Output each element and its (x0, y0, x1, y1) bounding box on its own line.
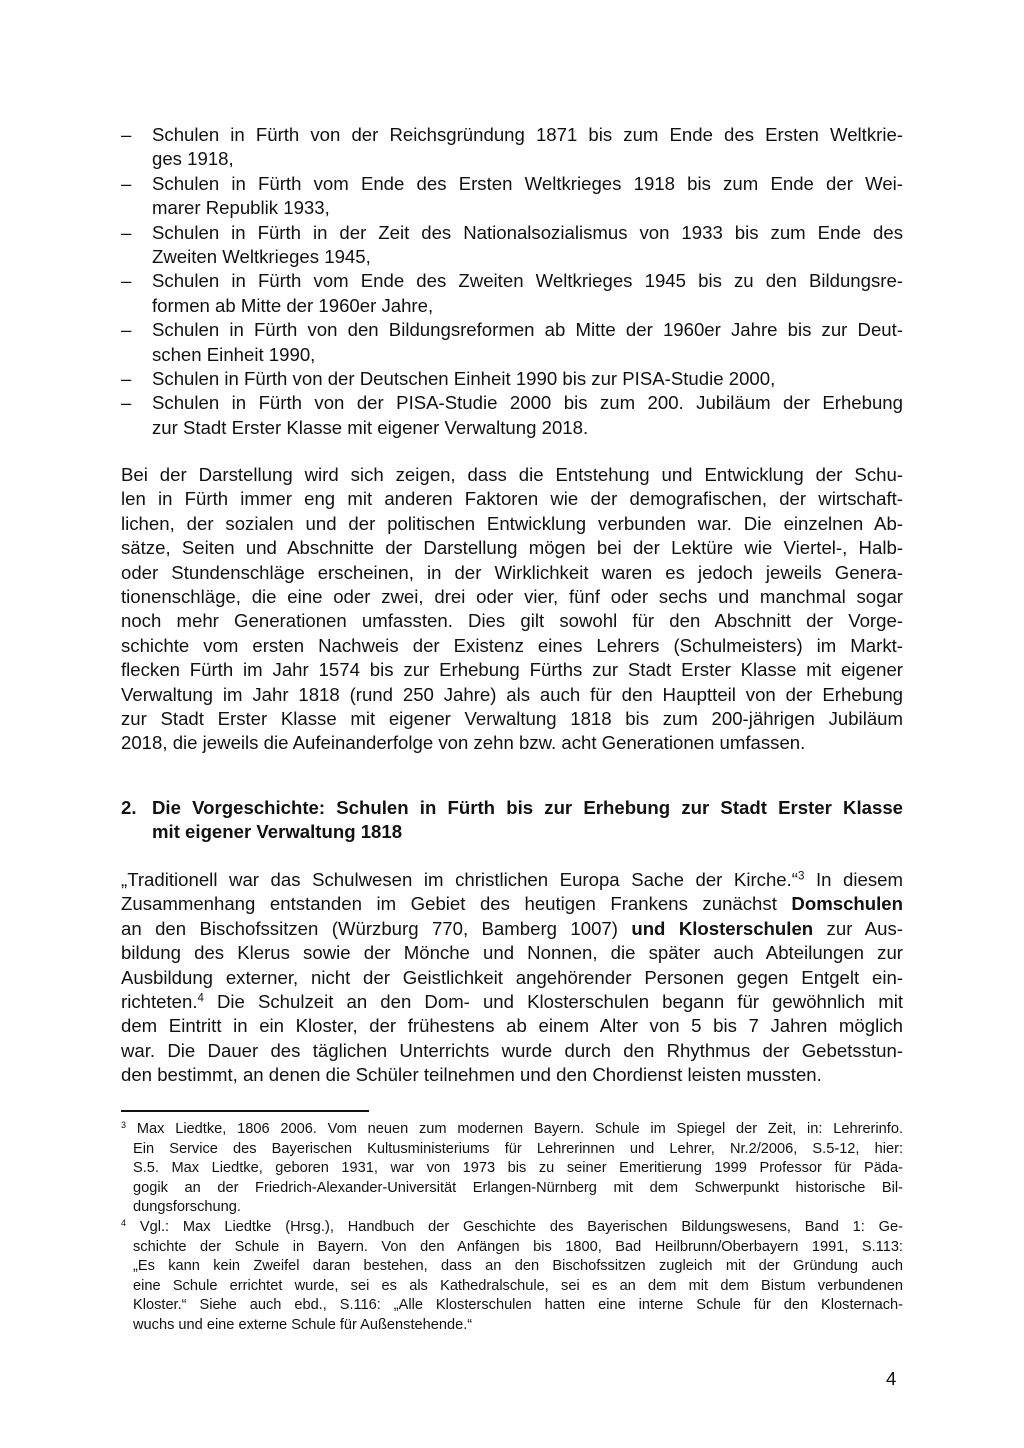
dash-bullet: – (121, 392, 132, 414)
footnote-ref: 4 (197, 992, 204, 1005)
footnote-text: Vgl.: Max Liedtke (Hrsg.), Handbuch der Geschichte des Bayerischen Bildungswesens, Band 1: Ge- (139, 1218, 903, 1235)
text-line: zur Stadt Erster Klasse mit eigener Verwaltung 1818 bis zum 200-jährigen Jubiläum (121, 707, 903, 729)
text-segment: richteten. (121, 990, 198, 1012)
text-line (121, 1039, 903, 1063)
footnote-ref: 3 (798, 870, 805, 883)
footnote (121, 1120, 903, 1218)
dash-bullet: – (121, 270, 132, 292)
footnote-line (121, 1198, 903, 1218)
footnote-text: gogik an der Friedrich-Alexander-Universität Erlangen-Nürnberg mit dem Schwerpunkt historische Bil- (133, 1179, 903, 1196)
list-item-line: marer Republik 1933, (152, 197, 330, 219)
text-line (121, 941, 903, 965)
dash-bullet: – (121, 124, 132, 145)
list-item-line: Schulen in Fürth von den Bildungsreformen ab Mitte der 1960er Jahre bis zur Deut- (152, 319, 903, 341)
footnote-text: wuchs und eine externe Schule für Außenstehende.“ (133, 1316, 473, 1333)
footnote-separator (121, 1110, 369, 1112)
section-heading (121, 796, 903, 845)
list-item-line: Schulen in Fürth von der PISA-Studie 2000 bis zum 200. Jubiläum der Erhebung (152, 392, 903, 414)
list-item (121, 269, 903, 318)
text-line (121, 868, 903, 892)
text-segment: war. Die Dauer des täglichen Unterrichts wurde durch den Rhythmus der Gebetsstun- (121, 1039, 903, 1061)
footnote (121, 1218, 903, 1336)
dash-bullet: – (121, 367, 132, 389)
list-item (121, 221, 903, 270)
text-line: Verwaltung im Jahr 1818 (rund 250 Jahre) als auch für den Hauptteil von der Erhebung (121, 683, 903, 705)
footnote-text: schichte der Schule in Bayern. Von den Anfängen bis 1800, Bad Heilbrunn/Oberbayern 1991, S.113: (133, 1238, 903, 1255)
text-segment: den bestimmt, an denen die Schüler teilnehmen und den Chordienst leisten mussten. (121, 1064, 822, 1086)
footnote-text: dungsforschung. (133, 1199, 241, 1216)
list-item-line: Schulen in Fürth vom Ende des Ersten Weltkrieges 1918 bis zum Ende der Wei- (152, 172, 903, 194)
text-segment: dem Eintritt in ein Kloster, der frühestens ab einem Alter von 5 bis 7 Jahren möglich (121, 1015, 903, 1037)
text-segment: an den Bischofssitzen (Würzburg 770, Bamberg 1007) (121, 917, 632, 939)
list-item (121, 123, 903, 172)
list-item (121, 367, 903, 391)
section-number: 2. (121, 797, 137, 818)
heading-line: Die Vorgeschichte: Schulen in Fürth bis zur Erhebung zur Stadt Erster Klasse (152, 797, 903, 818)
section-title (121, 796, 903, 845)
dash-bullet: – (121, 172, 132, 194)
text-line: flecken Fürth im Jahr 1574 bis zur Erhebung Fürths zur Stadt Erster Klasse mit eigener (121, 659, 903, 681)
footnote-text: Kloster.“ Siehe auch ebd., S.116: „Alle Klosterschulen hatten eine interne Schule für den Klosternach- (133, 1297, 903, 1314)
text-line (121, 990, 903, 1014)
footnote-text: Max Liedtke, 1806 2006. Vom neuen zum modernen Bayern. Schule im Spiegel der Zeit, in: Lehrerinfo. (136, 1121, 903, 1137)
footnote-text: Ein Service des Bayerischen Kultusministeriums für Lehrerinnen und Lehrer, Nr.2/2006, S.5-12, hier: (133, 1140, 903, 1157)
text-segment: In diesem (804, 869, 903, 890)
text-line: lichen, der sozialen und der politischen Entwicklung verbunden war. Die einzelnen Ab- (121, 512, 903, 534)
footnote-text: „Es kann kein Zweifel daran bestehen, dass an den Bischofssitzen zugleich mit der Gründung auch (133, 1258, 903, 1275)
text-line (121, 1063, 903, 1087)
text-line (121, 1014, 903, 1038)
paragraph-intro (121, 463, 903, 756)
text-segment: Ausbildung externer, nicht der Geistlichkeit angehörender Personen gegen Entgelt ein- (121, 966, 903, 988)
text-line: tionenschläge, die eine oder zwei, drei oder vier, fünf oder sechs und manchmal sogar (121, 585, 903, 607)
footnote-line (121, 1159, 903, 1179)
text-line: 2018, die jeweils die Aufeinanderfolge von zehn bzw. acht Generationen umfassen. (121, 732, 806, 754)
text-line: schichte vom ersten Nachweis der Existenz eines Lehrers (Schulmeisters) im Markt- (121, 634, 903, 656)
text-segment: bildung des Klerus sowie der Mönche und Nonnen, die später auch Abteilungen zur (121, 942, 903, 964)
dash-bullet: – (121, 221, 132, 243)
footnote-line (121, 1238, 903, 1258)
footnote-line (121, 1120, 903, 1140)
list-item-line: Schulen in Fürth von der Deutschen Einheit 1990 bis zur PISA-Studie 2000, (152, 367, 776, 389)
list-item (121, 391, 903, 440)
footnotes (121, 1120, 903, 1336)
footnote-line (121, 1296, 903, 1316)
text-segment: Zusammenhang entstanden im Gebiet des heutigen Frankens zunächst (121, 893, 792, 915)
bold-term: und Klosterschulen (631, 917, 814, 939)
footnote-line (121, 1179, 903, 1199)
text-line (121, 892, 903, 916)
text-segment: zur Aus- (813, 917, 903, 939)
text-line: len in Fürth immer eng mit anderen Faktoren wie der demografischen, der wirtschaft- (121, 488, 903, 510)
footnote-line (121, 1218, 903, 1238)
text-line (121, 966, 903, 990)
footnote-mark: 3 (121, 1120, 127, 1131)
footnote-line (121, 1257, 903, 1277)
list-item-line: formen ab Mitte der 1960er Jahre, (152, 294, 434, 316)
text-line: oder Stundenschläge erscheinen, in der Wirklichkeit waren es jedoch jeweils Genera- (121, 561, 903, 583)
paragraph-history (121, 868, 903, 1088)
list-item-line: Schulen in Fürth in der Zeit des Nationalsozialismus von 1933 bis zum Ende des (152, 221, 903, 243)
text-line: sätze, Seiten und Abschnitte der Darstellung mögen bei der Lektüre wie Viertel-, Halb- (121, 537, 903, 559)
list-item-line: Zweiten Weltkrieges 1945, (152, 245, 371, 267)
footnote-text: S.5. Max Liedtke, geboren 1931, war von 1973 bis zu seiner Emeritierung 1999 Professor für Päda- (133, 1160, 903, 1177)
list-item (121, 318, 903, 367)
text-line: Bei der Darstellung wird sich zeigen, dass die Entstehung und Entwicklung der Schu- (121, 464, 903, 485)
dash-bullet: – (121, 319, 132, 341)
footnote-line (121, 1316, 903, 1336)
bold-term: Domschulen (791, 893, 903, 915)
footnote-line (121, 1140, 903, 1160)
footnote-mark: 4 (121, 1218, 127, 1228)
list-item-line: Schulen in Fürth vom Ende des Zweiten Weltkrieges 1945 bis zu den Bildungsre- (152, 270, 903, 292)
footnote-text: eine Schule errichtet wurde, sei es als Kathedralschule, sei es an dem mit dem Bistum verbundenen (133, 1277, 903, 1294)
page-number: 4 (886, 1368, 897, 1389)
text-segment: „Traditionell war das Schulwesen im christlichen Europa Sache der Kirche.“ (121, 869, 798, 890)
list-item-line: schen Einheit 1990, (152, 343, 316, 365)
list-item-line: ges 1918, (152, 148, 234, 170)
list-item-line: zur Stadt Erster Klasse mit eigener Verwaltung 2018. (152, 416, 589, 438)
list-item-line: Schulen in Fürth von der Reichsgründung 1871 bis zum Ende des Ersten Weltkrie- (152, 124, 903, 145)
text-line (121, 917, 903, 941)
heading-line: mit eigener Verwaltung 1818 (152, 821, 403, 843)
chapter-list (121, 123, 903, 440)
text-line: noch mehr Generationen umfassten. Dies gilt sowohl für den Abschnitt der Vorge- (121, 610, 903, 632)
text-segment: Die Schulzeit an den Dom- und Klosterschulen begann für gewöhnlich mit (203, 990, 903, 1012)
footnote-line (121, 1277, 903, 1297)
list-item (121, 172, 903, 221)
